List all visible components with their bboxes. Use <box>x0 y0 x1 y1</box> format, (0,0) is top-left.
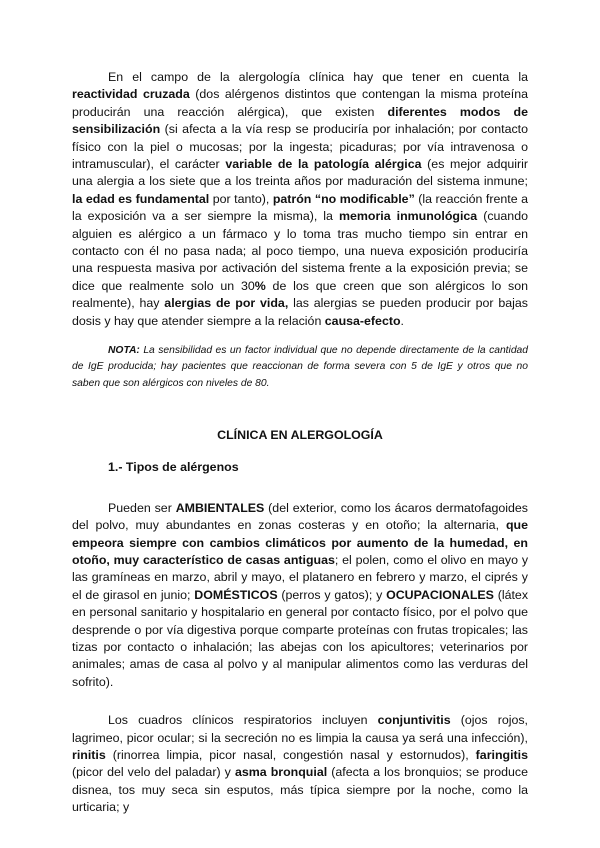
text-run: (cuando alguien es alérgico a un fármaco y lo toma tras mucho tiempo sin entrar en contacto con él no pasa nada; al poco tiempo, una nueva exposición produciría una respuesta masiva por activación del sistema frente a la exposición previa; se dice que realmente solo un 30 <box>72 209 528 293</box>
bold-term: reactividad cruzada <box>72 87 190 102</box>
text-run: (rinorrea limpia, picor nasal, congestión nasal y estornudos), <box>105 747 476 762</box>
text-run: ; el polen, como el olivo en mayo y las gramíneas en marzo, abril y mayo, el platanero en febrero y marzo, el ciprés y el de girasol en junio; <box>72 552 529 602</box>
paragraph-cross-reactivity <box>72 69 528 330</box>
bold-term: faringitis <box>475 747 528 762</box>
section-title: CLÍNICA EN ALERGOLOGÍA <box>217 427 383 442</box>
note-label: NOTA: <box>108 345 140 357</box>
note-paragraph <box>72 343 528 392</box>
bold-term: diferentes modos de sensibilización <box>72 104 528 137</box>
bold-term: que empeora siempre con cambios climáticos por aumento de la humedad, en otoño, muy característico de casas antiguas <box>72 518 528 567</box>
bold-term: OCUPACIONALES <box>386 587 494 602</box>
text-run: por tanto), <box>209 191 273 206</box>
text-run: (si afecta a la vía resp se produciría por inhalación; por contacto físico con la piel o mucosas; por la ingesta; picaduras; por vía intravenosa o intramuscular), el carácter <box>72 122 528 172</box>
text-run: (picor del velo del paladar) y <box>72 765 235 780</box>
bold-term: alergias de por vida, <box>164 296 289 311</box>
text-run: (látex en personal sanitario y hospitalario en general por contacto físico, por el polvo que desprende o por vía digestiva porque comparte proteínas con frutas tropicales; las tizas por contacto o inhalación; las abejas con los apicultores; veterinarios por animales; amas de casa al polvo y al manipular alimentos como las verduras del sofrito). <box>72 587 529 689</box>
bold-term: memoria inmunológica <box>338 209 478 224</box>
text-run: Pueden ser <box>108 500 176 515</box>
paragraph-clinical-pictures <box>72 712 528 816</box>
text-run: Los cuadros clínicos respiratorios incluyen <box>108 713 378 728</box>
text-run: las alergias se pueden producir por bajas dosis y hay que atender siempre a la relación <box>72 296 528 328</box>
subsection-title: 1.- Tipos de alérgenos <box>108 459 239 474</box>
bold-term: variable de la patología alérgica <box>225 157 422 172</box>
text-run: (la reacción frente a la exposición va a ser siempre la misma), la <box>72 191 528 224</box>
text-run: (perros y gatos); y <box>277 587 387 602</box>
bold-term: la edad es fundamental <box>72 191 210 206</box>
bold-term: DOMÉSTICOS <box>194 587 278 602</box>
bold-term: rinitis <box>72 747 106 762</box>
text-run: (ojos rojos, lagrimeo, picor ocular; si la secreción no es limpia la causa ya será una infección), <box>72 713 528 745</box>
bold-term: AMBIENTALES <box>175 500 265 515</box>
text-run: (del exterior, como los ácaros dermatofagoides del polvo, muy abundantes en zonas costeras y en otoño; la alternaria, <box>72 500 528 533</box>
bold-term: causa-efecto <box>324 313 401 328</box>
text-run: (dos alérgenos distintos que contengan la misma proteína producirán una reacción alérgica), que existen <box>72 87 528 119</box>
bold-term: % <box>254 278 266 293</box>
text-run: En el campo de la alergología clínica hay que tener en cuenta la <box>108 70 528 84</box>
bold-term: patrón “no modificable” <box>272 191 415 206</box>
text-run: (afecta a los bronquios; se produce disnea, tos muy seca sin esputos, más típica siempre por la noche, como la urticaria; y <box>72 765 528 815</box>
text-run: de los que creen que son alérgicos lo son realmente), hay <box>72 278 528 311</box>
note-text: La sensibilidad es un factor individual que no depende directamente de la cantidad de IgE producida; hay pacientes que reaccionan de forma severa con 5 de IgE y otros que no saben que son alérgicos con niveles de 80. <box>72 345 528 389</box>
text-run: (es mejor adquirir una alergia a los siete que a los treinta años por maduración del sistema inmune; <box>72 157 529 189</box>
bold-term: asma bronquial <box>234 765 328 780</box>
paragraph-allergen-types <box>72 500 528 691</box>
bold-term: conjuntivitis <box>377 713 451 728</box>
text-run: . <box>400 313 404 328</box>
